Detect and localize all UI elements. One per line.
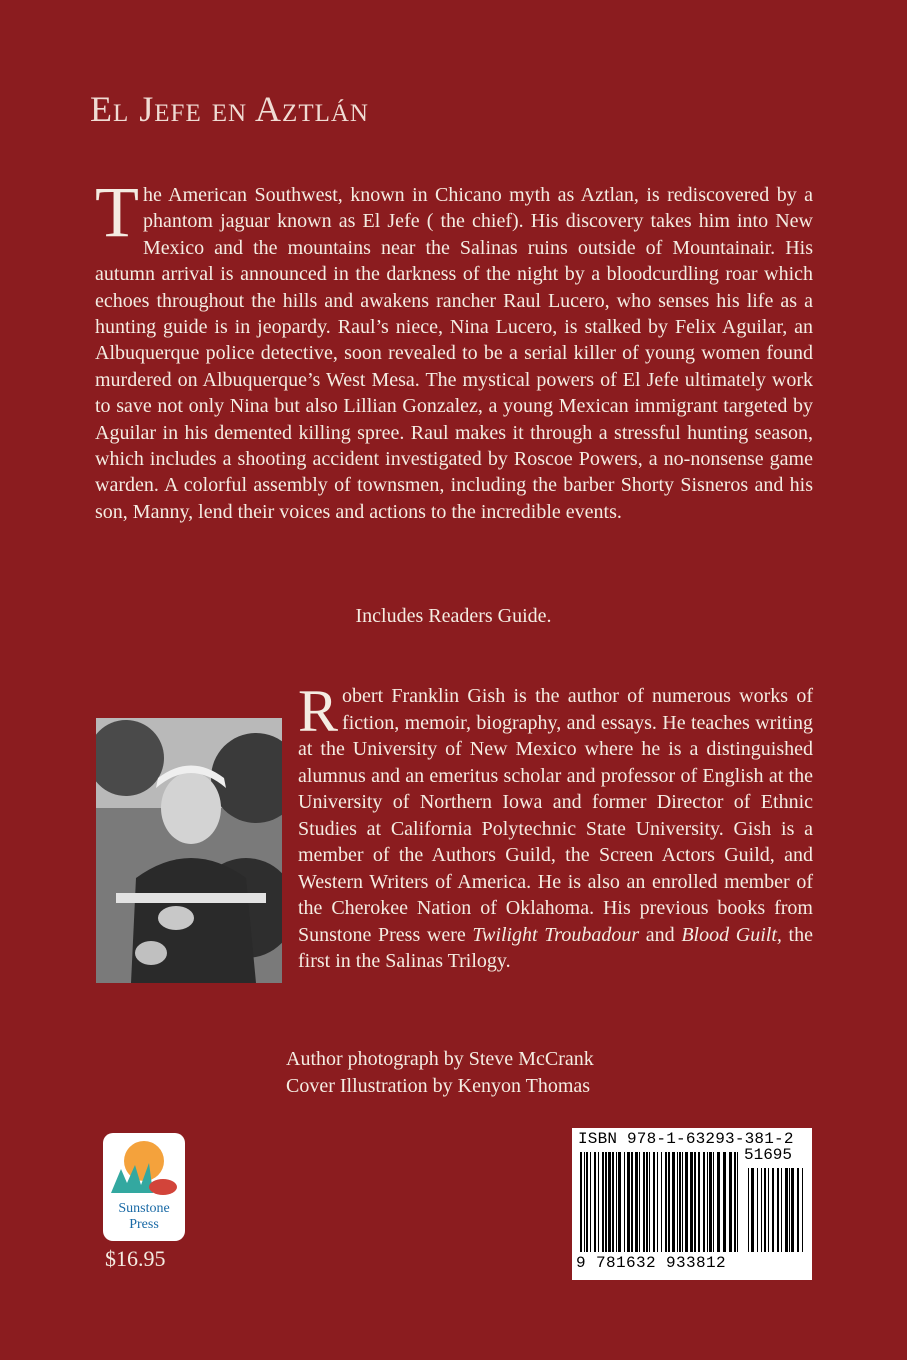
book-title: El Jefe en Aztlán <box>90 89 369 129</box>
bio-and-text: and <box>639 923 682 946</box>
bio-book-title-2: Blood Guilt, <box>681 923 782 946</box>
credits <box>286 1046 594 1100</box>
cover-credit: Cover Illustration by Kenyon Thomas <box>286 1075 591 1097</box>
sunstone-logo-icon <box>103 1133 185 1203</box>
bio-text-after: the first in the Salinas Trilogy. <box>298 923 813 972</box>
book-description <box>95 172 813 525</box>
publisher-name <box>103 1201 185 1233</box>
isbn-number: ISBN 978-1-63293-381-2 <box>578 1130 794 1148</box>
readers-guide-note: Includes Readers Guide. <box>355 605 552 627</box>
author-photo <box>96 718 282 983</box>
description-text: he American Southwest, known in Chicano myth as Aztlan, is rediscovered by a phantom jaguar known as El Jefe ( the chief). His discovery takes him into New Mexico and the mountains near the Salinas ruins outside of Mountainair. His autumn arrival is announced in the darkness of the night by a bloodcurdling roar which echoes throughout the hills and awakens rancher Raul Lucero, who senses his life as a hunting guide is in jeopardy. Raul’s niece, Nina Lucero, is stalked by Felix Aguilar, an Albuquerque police detective, soon revealed to be a serial killer of young women found murdered on Albuquerque’s West Mesa. The mystical powers of El Jefe ultimately work to save not only Nina but also Lillian Gonzalez, a young Mexican immigrant targeted by Aguilar in his demented killing spree. Raul makes it through a stressful hunting season, which includes a shooting accident investigated by Roscoe Powers, a no-nonsense game warden. A colorful assembly of townsmen, including the barber Shorty Sisneros and his son, Manny, lend their voices and actions to the incredible events. <box>95 184 813 523</box>
bio-book-title-1: Twilight Troubadour <box>472 923 640 946</box>
barcode-digits: 9 781632 933812 <box>576 1254 727 1272</box>
author-biography <box>298 678 813 975</box>
bio-text-before: obert Franklin Gish is the author of numerous works of fiction, memoir, biography, and essays. He teaches writing at the University of New Mexico where he is a distinguished alumnus and an emeritus scholar and professor of English at the University of Northern Iowa and former Director of Ethnic Studies at California Polytechnic State University. Gish is a member of the Authors Guild, the Screen Actors Guild, and Western Writers of America. He is also an enrolled member of the Cherokee Nation of Oklahoma. His previous books from Sunstone Press were <box>298 685 813 946</box>
publisher-logo <box>103 1133 185 1241</box>
price: $16.95 <box>105 1246 166 1271</box>
bio-dropcap: R <box>298 678 339 744</box>
photo-credit: Author photograph by Steve McCrank <box>286 1048 594 1070</box>
publisher-name-line2: Press <box>129 1217 159 1232</box>
barcode-addon: 51695 <box>744 1146 793 1164</box>
publisher-name-line1: Sunstone <box>118 1201 170 1216</box>
description-dropcap: T <box>95 172 139 252</box>
isbn-barcode <box>572 1128 812 1280</box>
